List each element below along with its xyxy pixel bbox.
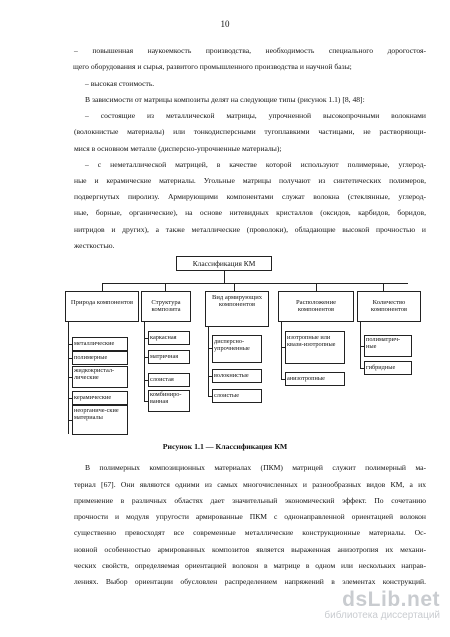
item-box: полиматрич-ные xyxy=(364,335,412,357)
item-box: слоистая xyxy=(148,373,190,387)
text-line: (волокнистые материалы) или тонкодисперсными тугоплавкими частицами, не растворяющи- xyxy=(74,127,426,136)
item-box: слоистые xyxy=(212,389,262,403)
text-line: лениях. Выбор ориентации обусловлен распределением напряжений в элементах конструкций. xyxy=(74,577,426,586)
text-line: нитридов и других), а также металлические (проволоки), обладающие высокой прочностью и xyxy=(74,225,426,234)
item-box: изотропные или квази-изотропные xyxy=(285,331,345,364)
page-number: 10 xyxy=(220,19,230,29)
item-box: неорганиче-ские материалы xyxy=(72,405,128,435)
text-line: – повышенная наукоемкость производства, необходимость специального дорогостоя- xyxy=(74,46,426,55)
item-box: каркасная xyxy=(148,331,190,345)
text-line: ные, борные, органические), на основе нитевидных кристаллов (оксидов, карбидов, боридов, xyxy=(74,208,426,217)
item-box: жидкокристал-лические xyxy=(72,366,128,388)
text-line: В зависимости от матрицы композиты делят на следующие типы (рисунок 1.1) [8, 48]: xyxy=(85,95,365,104)
category-box-reinforcement: Вид армирующих компонентов xyxy=(205,291,269,327)
diagram-root-box: Классификация КМ xyxy=(176,256,272,271)
item-box: волокнистые xyxy=(212,369,262,383)
text-line: применение в различных областях дает значительный экономический эффект. По сочетанию xyxy=(74,496,426,505)
text-line: подвергнутых пиролизу. Армирующими компонентами служат волокна (стеклянные, углерод- xyxy=(74,192,426,201)
text-line: мися в основном металле (дисперсно-упрочненные материалы); xyxy=(74,144,282,153)
item-box: керамические xyxy=(72,391,128,405)
category-box-arrangement: Расположение компонентов xyxy=(278,291,354,322)
text-line: существенно превосходят все современные металлические конструкционные материалы. Ос- xyxy=(74,528,426,537)
text-line: новной особенностью армированных композитов является выраженная анизотропия их механи- xyxy=(74,545,426,554)
watermark-title: dsLib.net xyxy=(342,588,440,611)
category-box-count: Количество компонентов xyxy=(357,291,421,322)
text-line: териал [67]. Они являются одними из самых многочисленных и разнообразных видов КМ, а их xyxy=(74,480,426,489)
item-box: металлические xyxy=(72,337,128,351)
item-box: дисперсно-упрочненные xyxy=(212,335,262,363)
item-box: полимерные xyxy=(72,351,128,365)
text-line: – состоящие из металлической матрицы, упрочненной высокопрочными волокнами xyxy=(85,111,426,120)
category-box-structure: Структура композита xyxy=(141,291,191,322)
text-line: прочности и модуля упругости армированные ПКМ с однонаправленной ориентацией волокон xyxy=(74,512,426,521)
item-box: гибридные xyxy=(364,361,412,375)
watermark-subtitle: библиотека диссертаций xyxy=(324,610,440,621)
text-line: ческих свойств, определяемая ориентацией волокон в матрице в одном или нескольких направ- xyxy=(74,561,426,570)
category-box-nature: Природа компонентов xyxy=(65,291,139,322)
text-line: ные и керамические материалы. Угольные матрицы получают из синтетических полимеров, xyxy=(74,176,426,185)
watermark xyxy=(324,588,440,621)
item-box: комбиниро-ванная xyxy=(148,390,190,412)
text-line: щего оборудования и сырья, развитого промышленного производства и научной базы; xyxy=(73,62,352,71)
item-box: анизотропные xyxy=(285,372,345,386)
text-line: – с неметаллической матрицей, в качестве которой используют полимерные, углерод- xyxy=(85,160,426,169)
text-line: В полимерных композиционных материалах (ПКМ) матрицей служит полимерный ма- xyxy=(85,463,426,472)
text-line: жесткостью. xyxy=(74,241,115,250)
item-box: матричная xyxy=(148,350,190,364)
text-line: – высокая стоимость. xyxy=(85,79,155,88)
figure-caption: Рисунок 1.1 — Классификация КМ xyxy=(162,442,288,451)
